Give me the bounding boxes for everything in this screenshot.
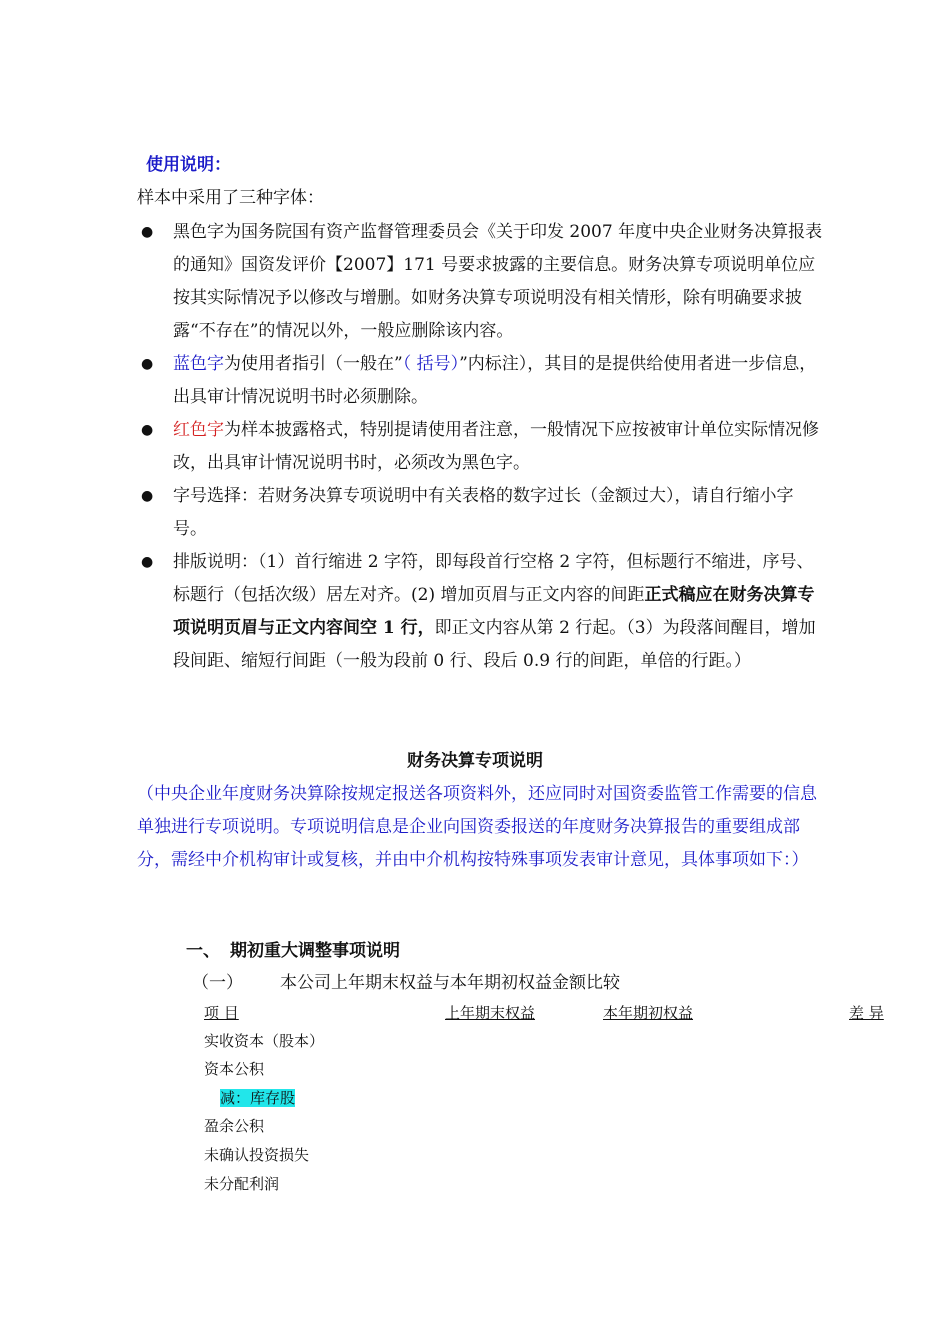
document-title: 财务决算专项说明 — [407, 751, 543, 771]
table-row-label: 实收资本（股本） — [204, 1032, 325, 1050]
subsection-heading — [192, 968, 620, 993]
bullet-black-text — [137, 216, 827, 348]
section-number: 一、 — [186, 941, 220, 961]
bullet-red-text — [137, 414, 827, 480]
table-header-item: 项 目 — [204, 1004, 239, 1022]
section-heading — [186, 936, 400, 961]
usage-bullet-list — [137, 216, 827, 678]
usage-intro: 样本中采用了三种字体： — [137, 188, 324, 208]
table-row-label: 盈余公积 — [204, 1117, 265, 1135]
bullet-icon: ● — [141, 488, 154, 504]
subsection-number: （一） — [192, 973, 243, 993]
table-row-label: 未确认投资损失 — [204, 1146, 310, 1164]
blue-paren-sample: （ 括号） — [402, 354, 460, 374]
bullet-text: 即正文内容从第 2 行起。（3）为段落间醒目，增加段间距、缩短行间距（一般为段前 0 行、段后 0.9 行的间距，单倍的行距。） — [173, 618, 816, 671]
bullet-icon: ● — [141, 554, 154, 570]
table-row-indented — [220, 1087, 295, 1108]
instruction-note: （中央企业年度财务决算除按规定报送各项资料外，还应同时对国资委监管工作需要的信息单独进行专项说明。专项说明信息是企业向国资委报送的年度财务决算报告的重要组成部分，需经中介机构审计或复核，并由中介机构按特殊事项发表审计意见，具体事项如下：） — [137, 784, 817, 870]
bullet-icon: ● — [141, 422, 154, 438]
bullet-font-size — [137, 480, 827, 546]
bullet-blue-text — [137, 348, 827, 414]
table-header-prior: 上年期末权益 — [445, 1004, 536, 1022]
table-header-diff: 差 异 — [849, 1004, 884, 1022]
bullet-text: 黑色字为国务院国有资产监督管理委员会《关于印发 2007 年度中央企业财务决算报表的通知》国资发评价【2007】171 号要求披露的主要信息。财务决算专项说明单位应按其实际情况予以修改与增删。如财务决算专项说明没有相关情形，除有明确要求披露“不存在”的情况以外，一般应删除该内容。 — [173, 222, 823, 341]
bullet-layout — [137, 546, 827, 678]
table-row-label: 资本公积 — [204, 1060, 265, 1078]
red-text-label: 红色字 — [173, 420, 224, 440]
bullet-text: ”内标注），其目的是提供给使用者进一步信息，出具审计情况说明书时必须删除。 — [173, 354, 817, 407]
section-title: 期初重大调整事项说明 — [230, 941, 400, 961]
table-header-current: 本年期初权益 — [603, 1004, 694, 1022]
usage-heading: 使用说明： — [146, 155, 231, 175]
bullet-text: 排版说明：（1）首行缩进 2 字符，即每段首行空格 2 字符，但标题行不缩进，序号、标题行（包括次级）居左对齐。(2) 增加页眉与正文内容的间距 — [173, 552, 814, 605]
table-row-label: 未分配利润 — [204, 1175, 280, 1193]
bullet-bold-text: 正式稿应在财务决算专项说明页眉与正文内容间空 1 行， — [173, 585, 815, 638]
bullet-text: 为使用者指引（一般在” — [224, 354, 403, 374]
bullet-icon: ● — [141, 356, 154, 372]
bullet-text: 字号选择：若财务决算专项说明中有关表格的数字过长（金额过大），请自行缩小字号。 — [173, 486, 794, 539]
subsection-title: 本公司上年期末权益与本年期初权益金额比较 — [280, 973, 620, 993]
table-row-label-highlighted: 减：库存股 — [220, 1089, 296, 1107]
blue-text-label: 蓝色字 — [173, 354, 224, 374]
bullet-icon: ● — [141, 224, 154, 240]
bullet-text: 为样本披露格式，特别提请使用者注意，一般情况下应按被审计单位实际情况修改，出具审计情况说明书时，必须改为黑色字。 — [173, 420, 819, 473]
